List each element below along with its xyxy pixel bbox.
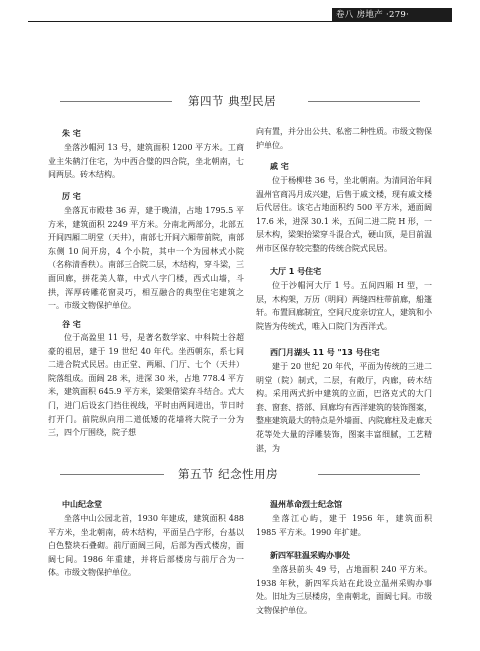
running-header <box>0 0 480 22</box>
entry-body-gu-continued: 向有置，并分出公共、私密二种性质。市级文物保护单位。 <box>256 127 432 150</box>
heading-rule-left <box>60 101 172 102</box>
entry-body-gu: 位于高盈里 11 号，是著名数学家、中科院士谷超豪的祖居，建于 19 世纪 40 年代。坐西朝东，系七间二进合院式民居。由正堂、两厢、门厅、七个（天井）院落组成。面阔 28 米，进深 30 米，占地 778.4 平方米，建筑面积 645.9 平方米，梁架借梁弃斗结合。式大门，进门后设玄门挡住视线，平时由两间进出，节日时打开门。前院纵向用二道低矮的花墙将大院子一分为三，四个厅围绕，院子想 <box>48 333 244 438</box>
entry-body-li: 坐落瓦市殿巷 36 弄，建于晚清，占地 1795.5 平方米，建筑面积 2249 平方米。分南北两部分，北部五开间四厢二明堂（天井），南部七开间六厢带前院，南部东侧 10 间开房，4 个小院，其中一个为园林式小院（名称清香秩）。南部三合院二层，木结构，穿斗梁，三面回廊，拼花美人靠，中式八字门楼，西式山墙，斗拱，浑厚砖雕花窗灵巧，相互融合的典型住宅建筑之一。市级文物保护单位。 <box>48 206 244 311</box>
heading-rule-right <box>318 474 420 475</box>
section-4-heading: 第四节 典型民居 <box>188 94 277 108</box>
entry-body-n4a: 坐落县前头 49 号，占地面积 240 平方米。1938 年秋，新四军兵站在此设立温州采购办事处。旧址为三层楼房，坐南朝北，面阔七间。市级文物保护单位。 <box>256 565 432 615</box>
entry-body-qi: 位于杨柳巷 36 号，坐北朝南。为清同治年间温州官商冯月成兴建，后售于戚文楼，现有戚文楼后代居住。该宅占地面积约 500 平方米，通面阔 17.6 米，进深 30.1 米，五间二进二院 H 形，一层木构，梁架抬梁穿斗混合式，硬山顶，是目前温州市区保存较完整的传统合院式民居。 <box>256 176 432 253</box>
entry-title-zhu: 朱 宅 <box>62 129 81 138</box>
heading-rule-left <box>60 474 164 475</box>
section-5-heading: 第五节 纪念性用房 <box>178 467 279 481</box>
entry-title-dating: 大厅 1 号住宅 <box>270 267 322 276</box>
entry-body-ximen: 建于 20 世纪 20 年代，平面为传统的三进二明堂（院）制式，二层，有敞厅，内廊，砖木结构。采用两式折中建筑的立面，巴洛克式的大门套、窗套、搭部、回廊均有西洋建筑的装饰图案，整座建筑最大的特点是外墙面、内院廊柱及走廊天花等处大量的浮雕装饰，图案丰富细腻，工艺精湛，为 <box>256 362 432 453</box>
entry-body-dating: 位于沙帽河大厅 1 号。五间四厢 H 型，一层，木构架，万历（明间）两缝四柱带前廊，船篷轩。布置回廊制宜，空间尺度亲切宜人，建筑和小院皆为传统式，唯入口院门为西洋式。 <box>256 281 432 331</box>
entry-title-qi: 戚 宅 <box>270 162 289 171</box>
heading-rule-right <box>308 101 420 102</box>
entry-title-n4a: 新四军驻温采购办事处 <box>270 551 350 560</box>
header-rule <box>28 21 452 22</box>
entry-title-zhongshan: 中山纪念堂 <box>62 500 102 509</box>
entry-body-zhu: 坐落沙帽河 13 号，建筑面积 1200 平方米。工商业主朱鹤汀住宅，为中西合璧的四合院，坐北朝南，七间两层。砖木结构。 <box>48 143 244 180</box>
entry-title-ximen: 西门月湖头 11 号 "13 号住宅 <box>270 348 380 357</box>
entry-title-martyrs: 温州革命烈士纪念馆 <box>270 500 342 509</box>
entry-body-martyrs: 坐落江心屿，建于 1956 年，建筑面积 1985 平方米。1990 年扩建。 <box>256 514 432 537</box>
entry-title-li: 厉 宅 <box>62 192 81 201</box>
entry-title-gu: 谷 宅 <box>62 320 81 329</box>
entry-body-zhongshan: 坐落中山公园北首，1930 年建成，建筑面积 488 平方米，坐北朝南，砖木结构，平面呈凸字形，台基以白色整块石叠砌。前厅面阔三间，后部为西式楼房，面阔七间。1986 年重建，并将后部楼房与前厅合为一体。市级文物保护单位。 <box>48 514 244 578</box>
header-text: 卷八 房地产 ·279· <box>336 10 410 20</box>
